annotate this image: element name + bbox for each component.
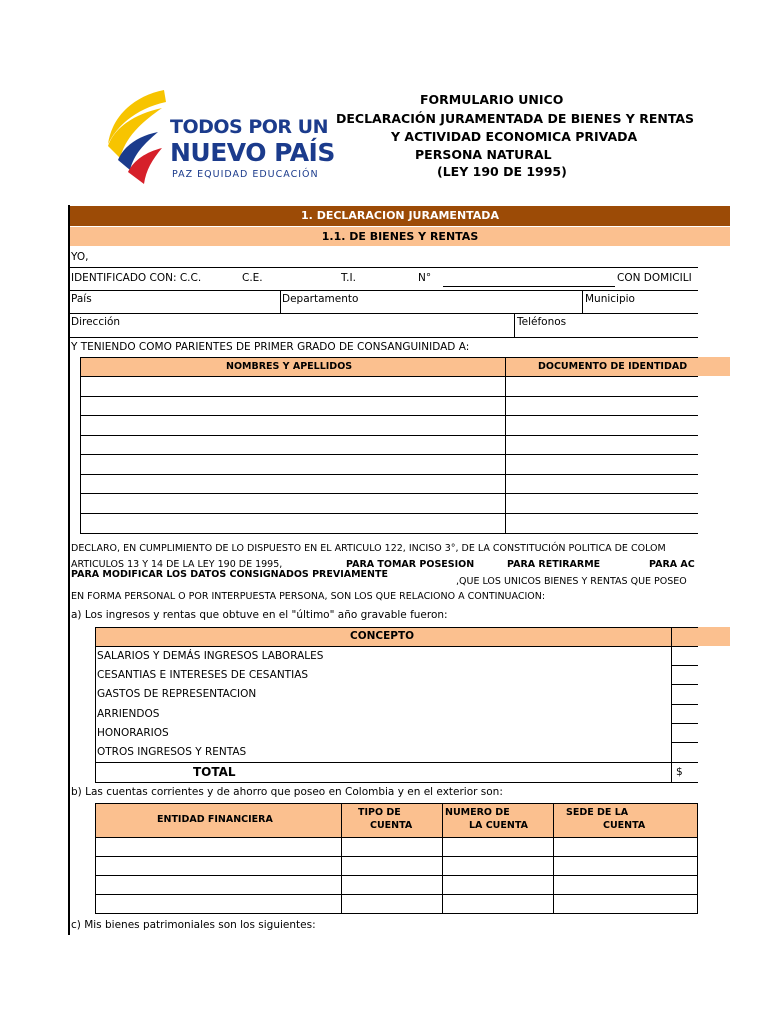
accounts-col-sede-a: SEDE DE LA: [566, 807, 629, 818]
income-total-label: TOTAL: [193, 765, 236, 779]
subsection-title: 1.1. DE BIENES Y RENTAS: [321, 230, 479, 243]
accounts-vline: [442, 803, 443, 914]
telefonos-field[interactable]: Teléfonos: [517, 316, 567, 328]
relatives-row[interactable]: [80, 396, 698, 397]
location-line: [70, 313, 698, 314]
divider: [514, 313, 515, 337]
domicilio-label: CON DOMICILI: [617, 272, 692, 284]
ce-label: C.E.: [242, 272, 263, 284]
income-item: HONORARIOS: [97, 727, 169, 739]
accounts-vline: [553, 803, 554, 914]
declaration-line-1: DECLARO, EN CUMPLIMIENTO DE LO DISPUESTO EN EL ARTICULO 122, INCISO 3°, DE LA CONSTITUCIÓN POLITICA DE COLOM: [71, 543, 666, 554]
form-title: FORMULARIO UNICO: [420, 92, 564, 107]
yo-label: YO,: [71, 251, 89, 263]
relatives-row[interactable]: [80, 376, 698, 377]
income-value-line[interactable]: [671, 704, 698, 705]
income-value-line[interactable]: [671, 742, 698, 743]
relatives-row[interactable]: [80, 533, 698, 534]
colombia-flag-swoosh-icon: [104, 88, 170, 188]
relatives-row[interactable]: [80, 493, 698, 494]
option-tomar-posesion[interactable]: PARA TOMAR POSESION: [346, 559, 475, 570]
accounts-col-numero-a: NUMERO DE: [445, 807, 510, 818]
income-value-line[interactable]: [671, 684, 698, 685]
relatives-row[interactable]: [80, 435, 698, 436]
income-vline-right: [671, 627, 672, 783]
relatives-vline-mid: [505, 357, 506, 534]
form-title-line-4: PERSONA NATURAL: [415, 147, 552, 162]
ident-line: [70, 290, 698, 291]
relatives-header-doc: DOCUMENTO DE IDENTIDAD: [538, 361, 688, 372]
form-title-line-3: Y ACTIVIDAD ECONOMICA PRIVADA: [391, 129, 638, 144]
income-item: CESANTIAS E INTERESES DE CESANTIAS: [97, 669, 309, 681]
relatives-row[interactable]: [80, 513, 698, 514]
income-item: ARRIENDOS: [97, 708, 160, 720]
identificado-label: IDENTIFICADO CON: C.C.: [71, 272, 202, 284]
income-border-top: [95, 627, 698, 628]
ti-label: T.I.: [341, 272, 356, 284]
income-value-line[interactable]: [671, 723, 698, 724]
relatives-table: [80, 357, 730, 534]
income-total-line: [95, 762, 698, 763]
accounts-col-sede-b: CUENTA: [603, 820, 646, 831]
address-line: [70, 337, 698, 338]
accounts-row[interactable]: [95, 875, 698, 876]
income-total-currency[interactable]: $: [676, 766, 683, 778]
logo-line-1: TODOS POR UN: [170, 116, 328, 138]
numero-line[interactable]: [443, 286, 615, 287]
income-bottom-line: [95, 782, 698, 783]
accounts-row[interactable]: [95, 913, 698, 914]
accounts-vline: [95, 803, 96, 914]
income-vline-left: [95, 627, 96, 783]
left-border: [68, 205, 70, 935]
logo-tagline: PAZ EQUIDAD EDUCACIÓN: [172, 169, 319, 180]
section-header: [70, 206, 730, 226]
income-value-line[interactable]: [671, 665, 698, 666]
relatives-row[interactable]: [80, 474, 698, 475]
income-item: GASTOS DE REPRESENTACION: [97, 688, 257, 700]
form-title-line-5: (LEY 190 DE 1995): [437, 164, 567, 179]
income-header-concepto: CONCEPTO: [350, 630, 415, 642]
income-item: OTROS INGRESOS Y RENTAS: [97, 746, 247, 758]
assets-heading: c) Mis bienes patrimoniales son los siguientes:: [71, 919, 316, 931]
accounts-heading: b) Las cuentas corrientes y de ahorro que poseo en Colombia y en el exterior son:: [71, 786, 503, 798]
accounts-col-numero-b: LA CUENTA: [469, 820, 528, 831]
divider: [582, 290, 583, 313]
accounts-row[interactable]: [95, 856, 698, 857]
relatives-row[interactable]: [80, 454, 698, 455]
relatives-row[interactable]: [80, 415, 698, 416]
divider: [280, 290, 281, 313]
subsection-header: [70, 227, 730, 246]
pais-field[interactable]: País: [71, 293, 92, 305]
accounts-row[interactable]: [95, 837, 698, 838]
accounts-col-tipo-b: CUENTA: [370, 820, 413, 831]
relatives-row[interactable]: [80, 357, 698, 358]
accounts-col-entidad: ENTIDAD FINANCIERA: [157, 814, 273, 825]
accounts-row[interactable]: [95, 894, 698, 895]
direccion-field[interactable]: Dirección: [71, 316, 121, 328]
option-retirarme[interactable]: PARA RETIRARME: [507, 559, 601, 570]
departamento-field[interactable]: Departamento: [282, 293, 359, 305]
declaration-line-4: EN FORMA PERSONAL O POR INTERPUESTA PERSONA, SON LOS QUE RELACIONO A CONTINUACION:: [71, 591, 546, 602]
declaration-line-3: ,QUE LOS UNICOS BIENES Y RENTAS QUE POSEO: [456, 576, 687, 587]
relatives-vline-left: [80, 357, 81, 534]
accounts-border-top: [95, 803, 698, 804]
section-title: 1. DECLARACION JURAMENTADA: [301, 209, 499, 222]
accounts-vline: [341, 803, 342, 914]
logo: [104, 88, 335, 188]
accounts-vline: [697, 803, 698, 914]
income-item: SALARIOS Y DEMÁS INGRESOS LABORALES: [97, 650, 324, 662]
municipio-field[interactable]: Municipio: [585, 293, 635, 305]
income-heading: a) Los ingresos y rentas que obtuve en el "último" año gravable fueron:: [71, 609, 448, 621]
parientes-text: Y TENIENDO COMO PARIENTES DE PRIMER GRADO DE CONSANGUINIDAD A:: [71, 341, 470, 353]
income-border-header: [95, 646, 698, 647]
yo-line[interactable]: [70, 267, 698, 268]
option-modificar[interactable]: PARA MODIFICAR LOS DATOS CONSIGNADOS PREVIAMENTE: [71, 569, 388, 580]
logo-line-2: NUEVO PAÍS: [170, 138, 335, 167]
numero-label: N°: [418, 272, 432, 284]
declaration-line-2: ARTICULOS 13 Y 14 DE LA LEY 190 DE 1995,: [71, 559, 283, 570]
accounts-col-tipo-a: TIPO DE: [358, 807, 401, 818]
form-title-line-2: DECLARACIÓN JURAMENTADA DE BIENES Y RENTAS: [336, 111, 695, 126]
relatives-header-name: NOMBRES Y APELLIDOS: [226, 361, 353, 372]
option-actualizar[interactable]: PARA AC: [649, 559, 695, 570]
